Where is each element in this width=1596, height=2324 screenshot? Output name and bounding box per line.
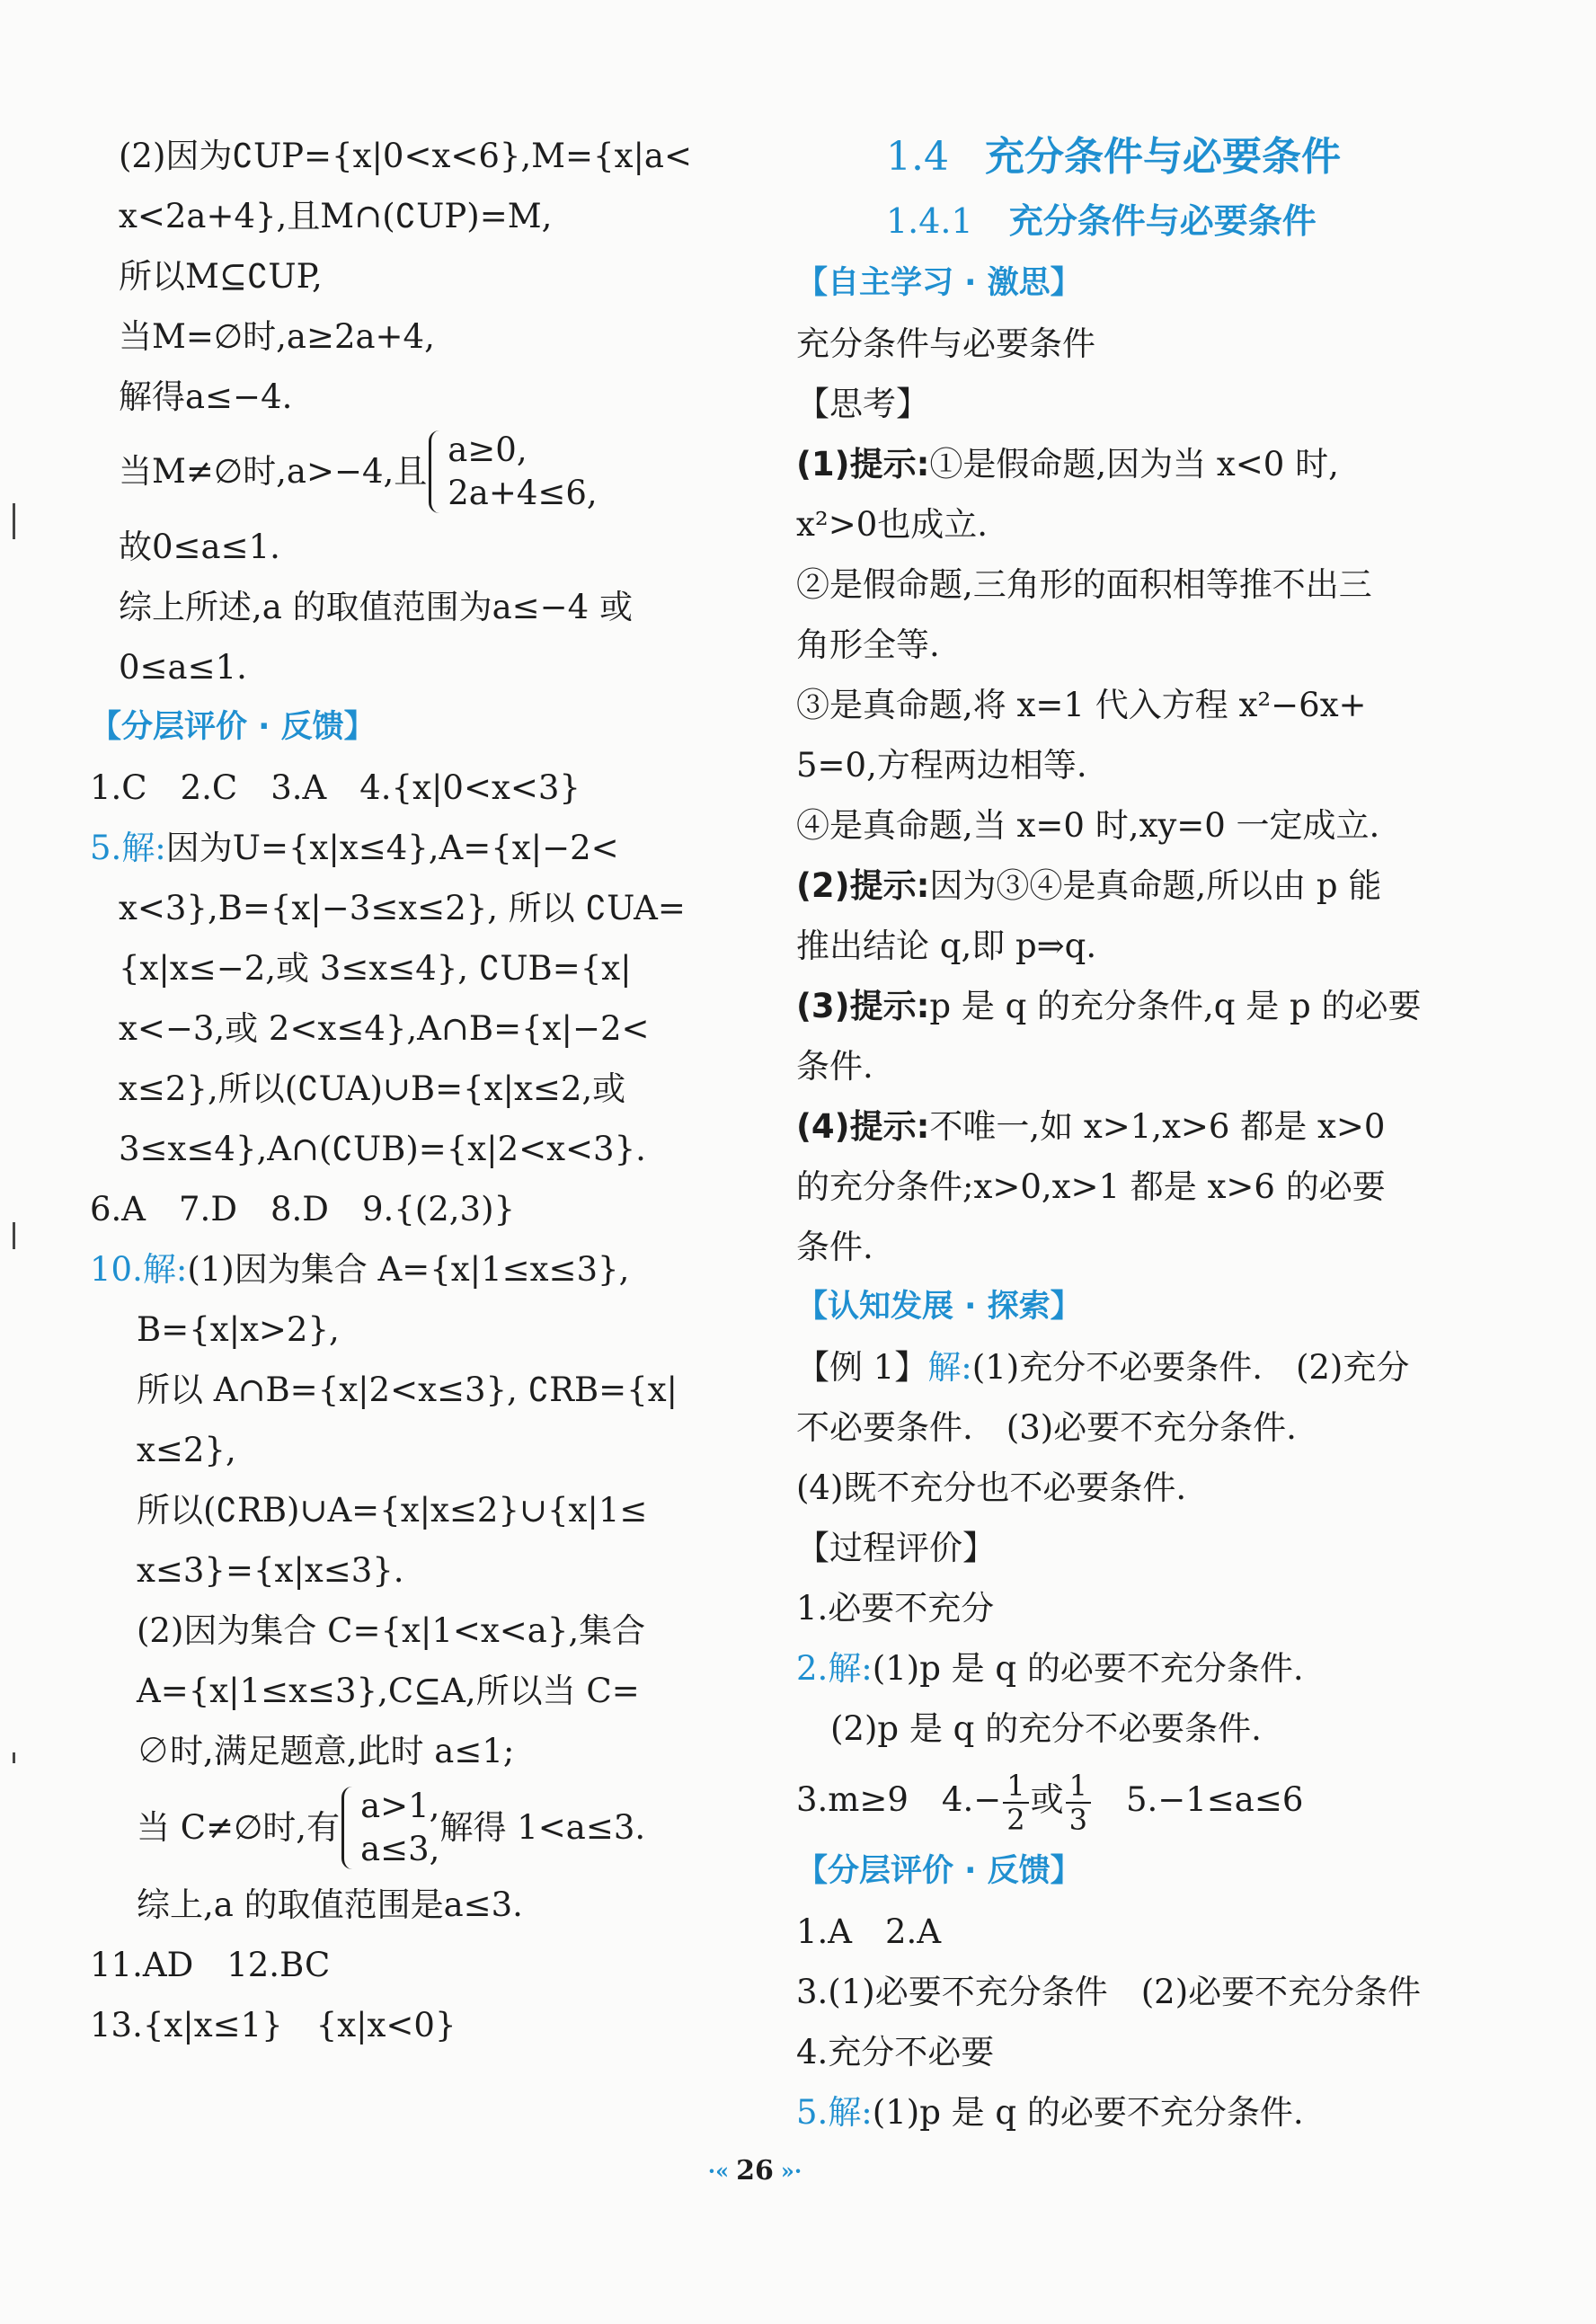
condition: a>1, [360, 1787, 440, 1825]
text-line: (1)p 是 q 的必要不充分条件. [872, 1649, 1304, 1688]
hint-text: 5=0,方程两边相等. [796, 746, 1087, 785]
subsection-title-text: 充分条件与必要条件 [1008, 201, 1317, 241]
answer-line: 11.AD 12.BC [90, 1946, 331, 1984]
example-label: 【例 1】 [796, 1348, 928, 1387]
fraction [1003, 1770, 1028, 1836]
text-line: x≤2}, [137, 1431, 236, 1469]
page-number [699, 2148, 811, 2193]
think-line [796, 494, 1443, 554]
or-word: 或 [1030, 1780, 1064, 1819]
think-line [796, 434, 1443, 494]
case-conditions [360, 1785, 439, 1871]
think-line [796, 856, 1443, 916]
think-line [796, 916, 1443, 976]
hint-text: 推出结论 q,即 p⇒q. [796, 927, 1097, 965]
answer-line: 6.A 7.D 8.D 9.{(2,3)} [90, 1190, 516, 1229]
think-line [796, 1036, 1443, 1096]
text-line: 故0≤a≤1. [119, 528, 280, 566]
eval-5 [796, 2082, 1443, 2142]
denominator: 3 [1068, 1802, 1087, 1837]
text-line: ∅时,满足题意,此时 a≤1; [137, 1732, 515, 1770]
right-chevron-icon: »· [780, 2157, 802, 2184]
edge-mark [13, 503, 15, 539]
edge-mark [13, 1222, 15, 1249]
text-line: (2)p 是 q 的充分不必要条件. [830, 1709, 1262, 1748]
text-line: x≤2},所以(∁UA)∪B={x|x≤2,或 [119, 1069, 626, 1108]
question-number: 5. [90, 829, 122, 867]
text-line: 1.必要不充分 [796, 1589, 995, 1628]
hint-label: (3)提示: [796, 987, 930, 1025]
text-line: (1)充分不必要条件. (2)充分 [971, 1348, 1410, 1387]
answer-suffix: 5.−1≤a≤6 [1092, 1780, 1304, 1819]
text-line: 综上所述,a 的取值范围为a≤−4 或 [119, 588, 633, 626]
brace-icon [429, 430, 444, 513]
hint-text: ②是假命题,三角形的面积相等推不出三 [796, 565, 1372, 604]
think-line [796, 615, 1443, 675]
page-number-text: 26 [736, 2154, 774, 2187]
case-system [90, 1781, 737, 1875]
condition: 2a+4≤6, [448, 474, 598, 512]
question-number: 2. [796, 1649, 829, 1688]
answer-line: 3.(1)必要不充分条件 (2)必要不充分条件 [796, 1973, 1422, 2011]
text-line: x≤3}={x|x≤3}. [137, 1551, 404, 1590]
condition: a≥0, [448, 430, 528, 469]
question-number: 10. [90, 1250, 143, 1289]
text-line: (4)既不充分也不必要条件. [796, 1468, 1187, 1507]
hint-text: 的充分条件;x>0,x>1 都是 x>6 的必要 [796, 1167, 1386, 1206]
hint-text: p 是 q 的充分条件,q 是 p 的必要 [929, 987, 1422, 1025]
case-prefix: 当 C≠∅时,有 [137, 1808, 341, 1847]
hint-text: ①是假命题,因为当 x<0 时, [929, 445, 1339, 483]
hint-label: (2)提示: [796, 866, 930, 905]
condition: a≤3, [360, 1830, 440, 1868]
brace-icon [341, 1787, 357, 1869]
denominator: 2 [1006, 1802, 1025, 1837]
think-line [796, 735, 1443, 795]
fraction [1066, 1770, 1091, 1836]
text-line: A={x|1≤x≤3},C⊆A,所以当 C= [137, 1672, 640, 1710]
text-line: x<3},B={x|−3≤x≤2}, 所以 ∁UA= [119, 889, 686, 927]
case-conditions [448, 429, 597, 515]
question-10 [90, 1239, 737, 1299]
section-number: 1.4 [886, 134, 949, 180]
text-line: 所以 A∩B={x|2<x≤3}, ∁RB={x| [137, 1370, 678, 1409]
hint-label: (4)提示: [796, 1107, 930, 1146]
solution-label: 解: [828, 1649, 873, 1688]
subsection-number: 1.4.1 [886, 201, 973, 241]
case-result: 解得 1<a≤3. [439, 1808, 646, 1847]
answer-line: 4.充分不必要 [796, 2033, 995, 2071]
text-line: 解得a≤−4. [119, 377, 293, 416]
left-chevron-icon: ·« [707, 2157, 730, 2184]
text-line: 因为U={x|x≤4},A={x|−2< [165, 829, 619, 867]
text-line: (1)p 是 q 的必要不充分条件. [872, 2093, 1304, 2132]
numerator: 1 [1066, 1770, 1091, 1804]
think-line [796, 795, 1443, 856]
section-heading: 【分层评价 · 反馈】 [90, 709, 376, 745]
think-line [796, 1096, 1443, 1157]
hint-text: ④是真命题,当 x=0 时,xy=0 一定成立. [796, 806, 1380, 845]
text-line: 所以M⊆∁UP, [119, 257, 323, 296]
process-2 [796, 1638, 1443, 1699]
solution-label: 解: [828, 2093, 873, 2132]
think-content [796, 434, 1443, 1277]
section-heading: 【自主学习 · 激思】 [796, 265, 1082, 301]
hint-text: 角形全等. [796, 625, 940, 664]
numerator: 1 [1003, 1770, 1028, 1804]
text-line: B={x|x>2}, [137, 1310, 340, 1349]
example-1 [796, 1337, 1443, 1397]
think-line [796, 1217, 1443, 1277]
hint-text: 条件. [796, 1228, 873, 1266]
left-column [90, 126, 737, 2055]
section-heading: 【认知发展 · 探索】 [796, 1289, 1082, 1325]
question-5 [90, 818, 737, 878]
edge-mark [13, 1752, 15, 1763]
solution-label: 解: [927, 1348, 972, 1387]
section-title-text: 充分条件与必要条件 [984, 134, 1341, 180]
text-line: 不必要条件. (3)必要不充分条件. [796, 1408, 1297, 1447]
section-title [796, 126, 1443, 189]
think-line [796, 675, 1443, 735]
text-line: 综上,a 的取值范围是a≤3. [137, 1885, 523, 1924]
process-3-5 [796, 1759, 1443, 1841]
text-line: {x|x≤−2,或 3≤x≤4}, ∁UB={x| [119, 949, 632, 988]
question-number: 5. [796, 2093, 829, 2132]
process-label: 【过程评价】 [796, 1529, 996, 1567]
answer-line: 1.C 2.C 3.A 4.{x|0<x<3} [90, 768, 581, 807]
solution-label: 解: [121, 829, 166, 867]
hint-text: 条件. [796, 1047, 873, 1086]
answer-line: 1.A 2.A [796, 1912, 942, 1951]
answer-prefix: 3.m≥9 4.− [796, 1780, 1002, 1819]
text-line: 当M=∅时,a≥2a+4, [119, 317, 435, 356]
text-line: (2)因为集合 C={x|1<x<a},集合 [137, 1611, 646, 1650]
think-line [796, 976, 1443, 1036]
text-line: x<2a+4},且M∩(∁UP)=M, [119, 197, 553, 235]
hint-text: ③是真命题,将 x=1 代入方程 x²−6x+ [796, 686, 1367, 724]
hint-label: (1)提示: [796, 445, 930, 483]
text-line: x<−3,或 2<x≤4},A∩B={x|−2< [119, 1009, 650, 1048]
think-line [796, 1157, 1443, 1217]
hint-text: 因为③④是真命题,所以由 p 能 [929, 866, 1382, 905]
text-line: 3≤x≤4},A∩(∁UB)={x|2<x<3}. [119, 1130, 646, 1168]
think-label: 【思考】 [796, 385, 929, 423]
think-line [796, 554, 1443, 615]
solution-label: 解: [142, 1250, 188, 1289]
case-prefix: 当M≠∅时,a>−4,且 [119, 452, 428, 491]
hint-text: 不唯一,如 x>1,x>6 都是 x>0 [929, 1107, 1386, 1146]
hint-text: x²>0也成立. [796, 505, 989, 544]
text-line: 所以(∁RB)∪A={x|x≤2}∪{x|1≤ [137, 1491, 648, 1530]
text-line: (2)因为∁UP={x|0<x<6},M={x|a< [119, 137, 692, 175]
answer-line: 13.{x|x≤1} {x|x<0} [90, 2006, 457, 2045]
section-heading: 【分层评价 · 反馈】 [796, 1853, 1082, 1889]
case-system [90, 427, 737, 517]
text-line: (1)因为集合 A={x|1≤x≤3}, [187, 1250, 630, 1289]
text-line: 0≤a≤1. [119, 648, 247, 687]
subsection-title [796, 189, 1443, 253]
text-line: 充分条件与必要条件 [796, 324, 1095, 363]
right-column [796, 126, 1443, 2142]
